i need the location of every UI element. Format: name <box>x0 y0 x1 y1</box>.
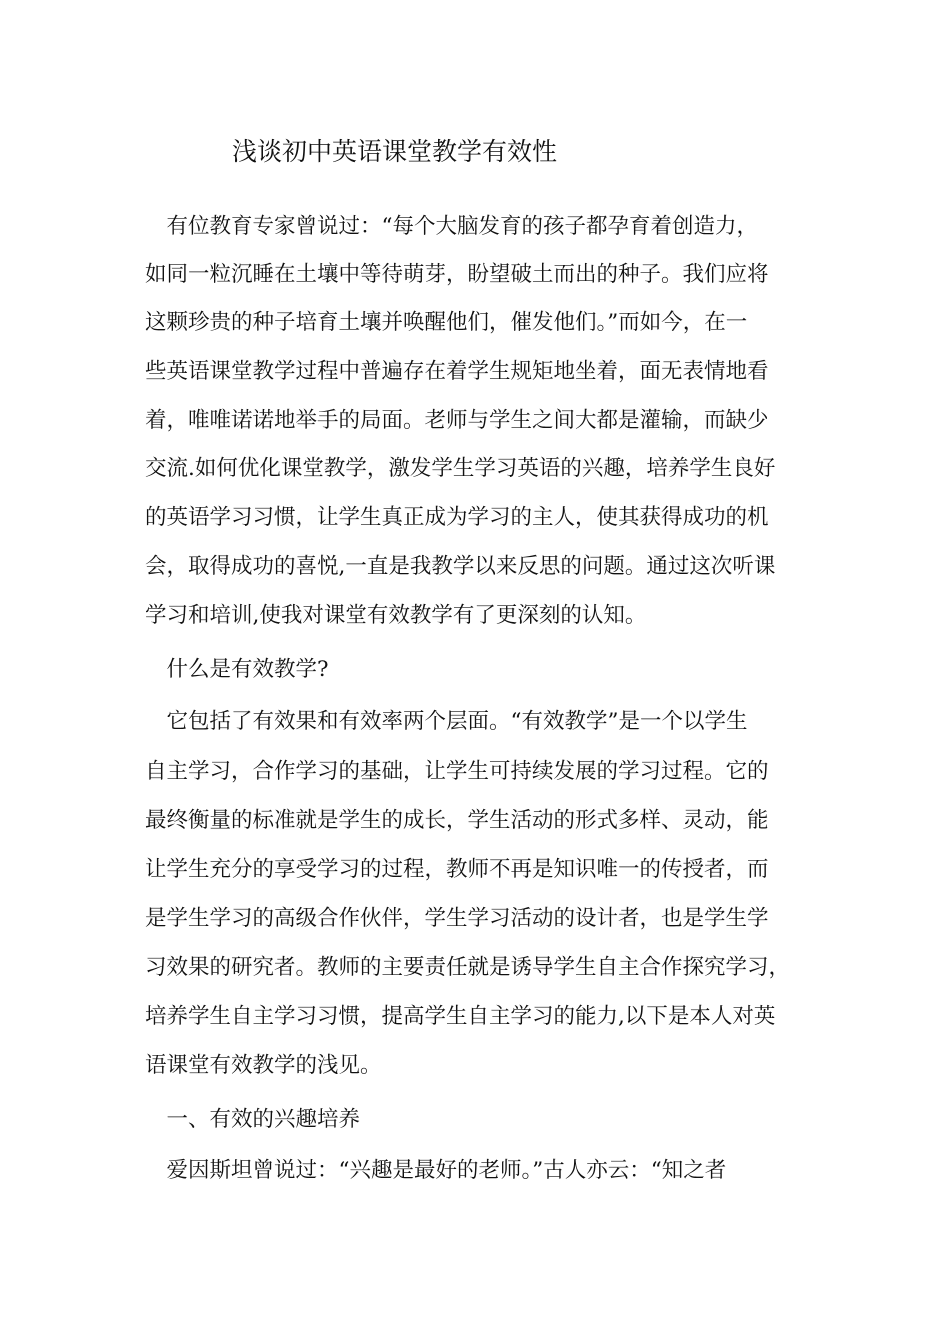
text-line: 它包括了有效果和有效率两个层面。“有效教学”是一个以学生 <box>145 709 748 734</box>
text-line: 培养学生自主学习习惯，提高学生自主学习的能力,以下是本人对英 <box>145 1004 776 1029</box>
text-line: 什么是有效教学? <box>145 657 329 682</box>
text-line: 让学生充分的享受学习的过程，教师不再是知识唯一的传授者，而 <box>145 857 769 882</box>
text-line: 交流.如何优化课堂教学，激发学生学习英语的兴趣，培养学生良好 <box>145 456 776 481</box>
text-line: 着，唯唯诺诺地举手的局面。老师与学生之间大都是灌输，而缺少 <box>145 408 769 433</box>
text-line: 语课堂有效教学的浅见。 <box>145 1053 382 1078</box>
text-line: 最终衡量的标准就是学生的成长，学生活动的形式多样、灵动，能 <box>145 808 769 833</box>
document-title: 浅谈初中英语课堂教学有效性 <box>232 137 558 166</box>
text-line: 有位教育专家曾说过：“每个大脑发育的孩子都孕育着创造力， <box>145 214 758 239</box>
text-line: 如同一粒沉睡在土壤中等待萌芽，盼望破土而出的种子。我们应将 <box>145 262 769 287</box>
text-line: 会，取得成功的喜悦,一直是我教学以来反思的问题。通过这次听课 <box>145 554 776 579</box>
text-line: 的英语学习习惯，让学生真正成为学习的主人，使其获得成功的机 <box>145 505 769 530</box>
text-line: 一、有效的兴趣培养 <box>145 1107 361 1132</box>
text-line: 自主学习，合作学习的基础，让学生可持续发展的学习过程。它的 <box>145 759 769 784</box>
text-line: 是学生学习的高级合作伙伴，学生学习活动的设计者，也是学生学 <box>145 906 769 931</box>
text-line: 些英语课堂教学过程中普遍存在着学生规矩地坐着，面无表情地看 <box>145 359 769 384</box>
text-line: 学习和培训,使我对课堂有效教学有了更深刻的认知。 <box>145 603 647 628</box>
text-line: 习效果的研究者。教师的主要责任就是诱导学生自主合作探究学习， <box>145 955 791 980</box>
text-line: 这颗珍贵的种子培育土壤并唤醒他们，催发他们。”而如今，在一 <box>145 310 748 335</box>
text-line: 爱因斯坦曾说过：“兴趣是最好的老师。”古人亦云：“知之者 <box>145 1158 727 1183</box>
